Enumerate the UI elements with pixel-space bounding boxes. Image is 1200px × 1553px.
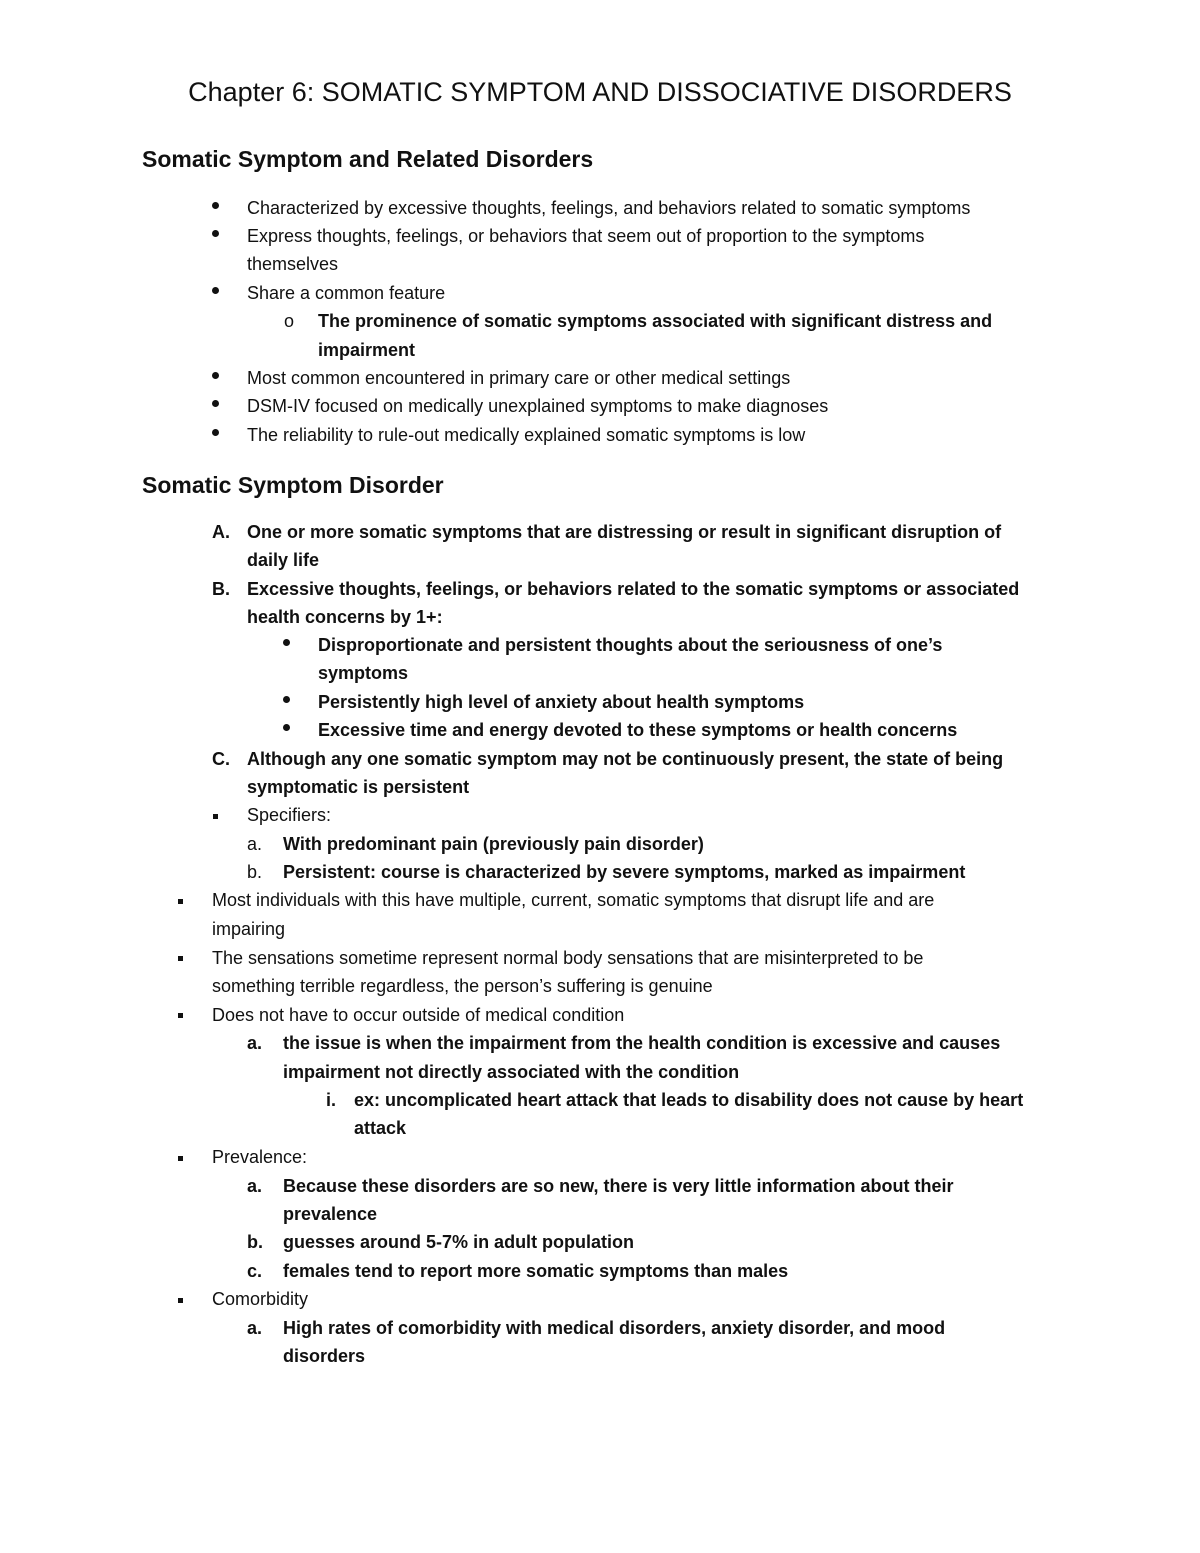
list-item: guesses around 5-7% in adult population bbox=[283, 1232, 635, 1252]
bullet-icon bbox=[212, 429, 219, 436]
list-item-continuation: symptoms bbox=[318, 663, 409, 683]
square-bullet-icon bbox=[178, 1156, 183, 1161]
list-item-continuation: impairment bbox=[318, 340, 416, 360]
section-heading-somatic-symptom-disorder: Somatic Symptom Disorder bbox=[142, 472, 444, 498]
list-item: Characterized by excessive thoughts, feelings, and behaviors related to somatic symptoms bbox=[247, 198, 971, 218]
list-item: Prevalence: bbox=[212, 1147, 308, 1167]
bullet-icon bbox=[283, 696, 290, 703]
list-item: Because these disorders are so new, there is very little information about their bbox=[283, 1176, 954, 1196]
section-heading-related-disorders: Somatic Symptom and Related Disorders bbox=[142, 146, 594, 172]
list-item-continuation: impairment not directly associated with the condition bbox=[283, 1062, 740, 1082]
list-item-continuation: prevalence bbox=[283, 1204, 378, 1224]
bullet-icon bbox=[212, 230, 219, 237]
square-bullet-icon bbox=[178, 899, 183, 904]
list-item: Disproportionate and persistent thoughts about the seriousness of one’s bbox=[318, 635, 943, 655]
list-item-continuation: symptomatic is persistent bbox=[247, 777, 470, 797]
list-item: Excessive time and energy devoted to these symptoms or health concerns bbox=[318, 720, 958, 740]
bullet-icon bbox=[283, 639, 290, 646]
list-item: With predominant pain (previously pain disorder) bbox=[283, 834, 704, 854]
list-item: Although any one somatic symptom may not be continuously present, the state of being bbox=[247, 749, 1004, 769]
list-item: High rates of comorbidity with medical disorders, anxiety disorder, and mood bbox=[283, 1318, 946, 1338]
list-item: Does not have to occur outside of medical condition bbox=[212, 1005, 625, 1025]
list-item: Express thoughts, feelings, or behaviors that seem out of proportion to the symptoms bbox=[247, 226, 925, 246]
list-item: Specifiers: bbox=[247, 805, 332, 825]
list-item: Share a common feature bbox=[247, 283, 446, 303]
list-marker: c. bbox=[247, 1261, 263, 1281]
list-item: DSM-IV focused on medically unexplained symptoms to make diagnoses bbox=[247, 396, 829, 416]
list-item: females tend to report more somatic symptoms than males bbox=[283, 1261, 789, 1281]
bullet-icon bbox=[212, 400, 219, 407]
list-item: Comorbidity bbox=[212, 1289, 309, 1309]
sub-bullet-marker: o bbox=[284, 311, 295, 331]
list-item-continuation: something terrible regardless, the person’s suffering is genuine bbox=[212, 976, 713, 996]
bullet-icon bbox=[212, 202, 219, 209]
list-marker: a. bbox=[247, 1033, 263, 1053]
list-item-continuation: health concerns by 1+: bbox=[247, 607, 443, 627]
list-marker: b. bbox=[247, 1232, 263, 1252]
list-item-continuation: daily life bbox=[247, 550, 320, 570]
list-item-continuation: impairing bbox=[212, 919, 286, 939]
list-item-continuation: themselves bbox=[247, 254, 339, 274]
list-marker: b. bbox=[247, 862, 263, 882]
square-bullet-icon bbox=[213, 814, 218, 819]
list-item: Excessive thoughts, feelings, or behaviors related to the somatic symptoms or associated bbox=[247, 579, 1020, 599]
bullet-icon bbox=[212, 372, 219, 379]
list-marker: A. bbox=[212, 522, 230, 542]
square-bullet-icon bbox=[178, 1298, 183, 1303]
list-marker: B. bbox=[212, 579, 230, 599]
bullet-icon bbox=[283, 724, 290, 731]
list-item: The sensations sometime represent normal body sensations that are misinterpreted to be bbox=[212, 948, 924, 968]
list-item: The prominence of somatic symptoms associated with significant distress and bbox=[318, 311, 993, 331]
page-title: Chapter 6: SOMATIC SYMPTOM AND DISSOCIATIVE DISORDERS bbox=[188, 77, 1012, 107]
list-item-continuation: disorders bbox=[283, 1346, 366, 1366]
list-item: Persistently high level of anxiety about health symptoms bbox=[318, 692, 805, 712]
list-item: ex: uncomplicated heart attack that leads to disability does not cause by heart bbox=[354, 1090, 1024, 1110]
list-item: the issue is when the impairment from the health condition is excessive and causes bbox=[283, 1033, 1001, 1053]
square-bullet-icon bbox=[178, 1013, 183, 1018]
list-marker: a. bbox=[247, 834, 263, 854]
bullet-icon bbox=[212, 287, 219, 294]
list-marker: C. bbox=[212, 749, 230, 769]
square-bullet-icon bbox=[178, 956, 183, 961]
list-marker: a. bbox=[247, 1318, 263, 1338]
list-item-continuation: attack bbox=[354, 1118, 407, 1138]
list-item: Most common encountered in primary care or other medical settings bbox=[247, 368, 791, 388]
list-item: One or more somatic symptoms that are distressing or result in significant disruption of bbox=[247, 522, 1002, 542]
list-item: The reliability to rule-out medically explained somatic symptoms is low bbox=[247, 425, 806, 445]
list-marker: i. bbox=[326, 1090, 337, 1110]
list-item: Persistent: course is characterized by severe symptoms, marked as impairment bbox=[283, 862, 966, 882]
list-item: Most individuals with this have multiple, current, somatic symptoms that disrupt life and are bbox=[212, 890, 935, 910]
list-marker: a. bbox=[247, 1176, 263, 1196]
